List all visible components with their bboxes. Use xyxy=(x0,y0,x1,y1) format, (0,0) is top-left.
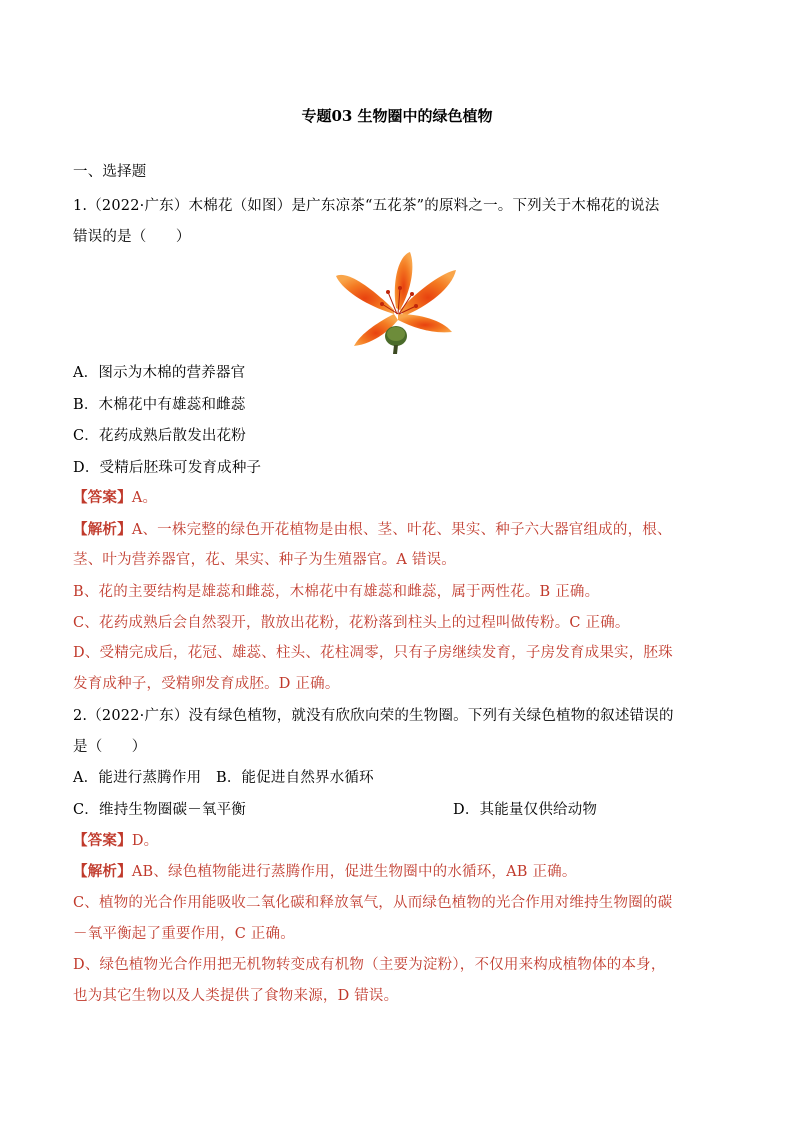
q1-stem-line2: 错误的是（ ） xyxy=(73,229,191,245)
q2-analysis-line2: C、植物的光合作用能吸收二氧化碳和释放氧气，从而绿色植物的光合作用对维持生物圈的碳 xyxy=(73,895,673,911)
q1-stem-line1: 1.（2022·广东）木棉花（如图）是广东凉茶“五花茶”的原料之一。下列关于木棉花的说法 xyxy=(73,198,660,214)
q1-option-d: D．受精后胚珠可发育成种子 xyxy=(73,460,262,476)
analysis-tag: 【解析】 xyxy=(73,521,132,538)
kapok-flower-image xyxy=(332,248,462,356)
q1-option-a: A．图示为木棉的营养器官 xyxy=(73,365,246,381)
q1-option-b: B．木棉花中有雄蕊和雌蕊 xyxy=(73,397,246,413)
q1-analysis-line4: C、花药成熟后会自然裂开，散放出花粉，花粉落到柱头上的过程叫做传粉。C 正确。 xyxy=(73,615,630,631)
q2-stem-line2: 是（ ） xyxy=(73,739,147,755)
q2-options-cd xyxy=(73,800,733,820)
q1-analysis-line1: 【解析】A、一株完整的绿色开花植物是由根、茎、叶花、果实、种子六大器官组成的，根、 xyxy=(73,521,672,538)
answer-text: D。 xyxy=(131,833,159,849)
answer-tag: 【答案】 xyxy=(73,832,132,849)
page-title: 专题03 生物圈中的绿色植物 xyxy=(301,107,493,125)
q2-analysis-line1: 【解析】AB、绿色植物能进行蒸腾作用，促进生物圈中的水循环，AB 正确。 xyxy=(73,863,577,880)
q1-analysis-line6: 发育成种子，受精卵发育成胚。D 正确。 xyxy=(73,676,340,692)
answer-text: A。 xyxy=(131,490,158,506)
q2-options-ab: A．能进行蒸腾作用 B．能促进自然界水循环 xyxy=(73,770,374,786)
section-heading: 一、选择题 xyxy=(73,164,147,180)
q1-analysis-line5: D、受精完成后，花冠、雄蕊、柱头、花柱凋零，只有子房继续发育，子房发育成果实，胚珠 xyxy=(73,645,673,661)
q2-analysis-line3: －氧平衡起了重要作用，C 正确。 xyxy=(73,926,295,942)
q2-stem-line1: 2.（2022·广东）没有绿色植物，就没有欣欣向荣的生物圈。下列有关绿色植物的叙述错误的 xyxy=(73,708,674,724)
answer-tag: 【答案】 xyxy=(73,489,132,506)
q1-analysis-line3: B、花的主要结构是雄蕊和雌蕊，木棉花中有雄蕊和雌蕊，属于两性花。B 正确。 xyxy=(73,584,600,600)
q2-option-d: D．其能量仅供给动物 xyxy=(453,802,598,818)
q1-answer xyxy=(73,488,733,508)
q2-answer xyxy=(73,831,733,851)
q2-analysis-line5: 也为其它生物以及人类提供了食物来源，D 错误。 xyxy=(73,988,399,1004)
q2-analysis-line4: D、绿色植物光合作用把无机物转变成有机物（主要为淀粉），不仅用来构成植物体的本身， xyxy=(73,957,666,973)
q1-option-c: C．花药成熟后散发出花粉 xyxy=(73,428,246,444)
analysis-tag: 【解析】 xyxy=(73,863,132,880)
q1-analysis-line2: 茎、叶为营养器官，花、果实、种子为生殖器官。A 错误。 xyxy=(73,552,456,568)
q2-option-c: C．维持生物圈碳－氧平衡 xyxy=(73,802,246,818)
